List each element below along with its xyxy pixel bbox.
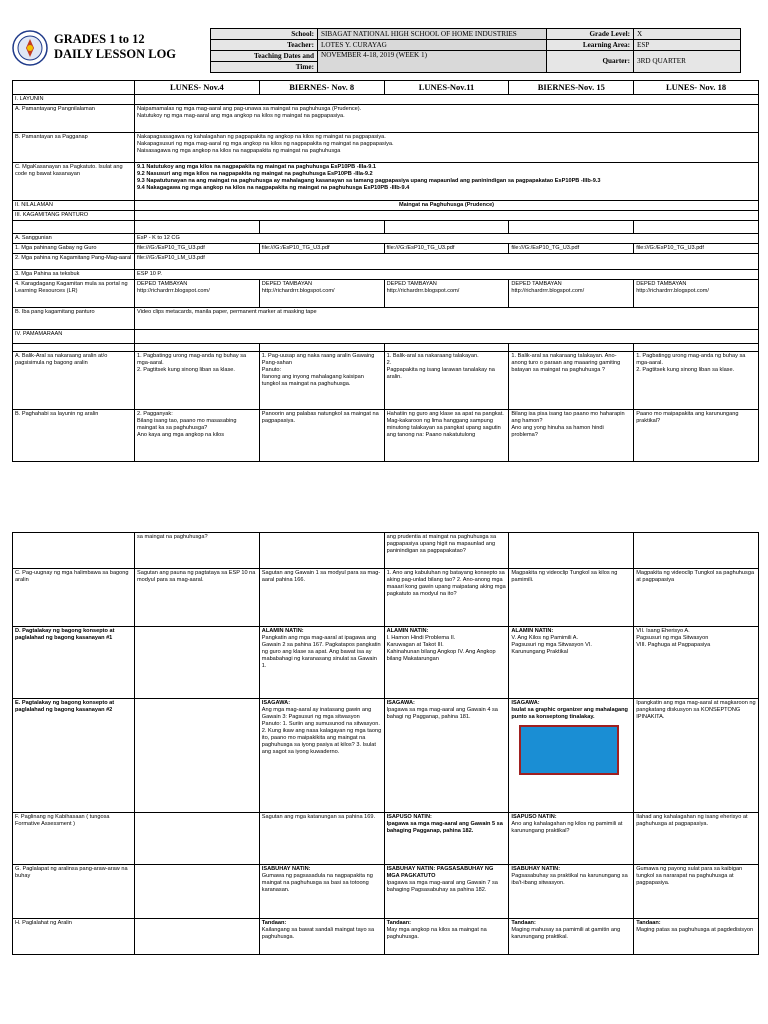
lr-title: DEPED TAMBAYAN <box>636 281 687 287</box>
pag-uugnay-cell: 1. Ano ang kabuluhan ng batayang konsepto sa aking pag-unlad bilang tao? 2. Ano-anong mga maaari kong gawin upang maipatang aking mga pagkatuto sa modyul na ito? <box>384 569 509 627</box>
cell-heading: ALAMIN NATIN: <box>261 628 304 634</box>
row-label: 4. Karagdagang Kagamitan mula sa portal ng Learning Resources (LR) <box>13 280 135 308</box>
row-label: A. Balik-Aral sa nakaraang aralin at/o pagsisimula ng bagong aralin <box>13 352 135 410</box>
paglalahat-cell <box>384 919 509 955</box>
cell-text: Ipagawa sa mga mag-aaral ang Gawain 7 sa bahaging Pagsasabuhay sa pahina 182. <box>386 880 498 893</box>
paglalahat-cell <box>509 919 634 955</box>
teksbuk-text: ESP 10 P. <box>135 270 759 280</box>
empty-cell <box>135 919 260 955</box>
cell-heading: ISABUHAY NATIN: <box>261 866 311 872</box>
cell-text: Sagutan ang mga katanungan sa pahina 169. <box>261 814 376 820</box>
paghahabi-cell: Bilang isa pisa isang tao paano mo haharapin ang hamon? Ano ang yong hinuha sa hamon hindi problema? <box>509 410 634 462</box>
lesson-log-table <box>12 80 759 462</box>
lr-url: http://richardrrr.blogspot.com/ <box>636 288 709 294</box>
empty-cell <box>13 221 135 234</box>
cell-text: Pagsasabuhay sa praktikal na karunungang sa iba't-ibang sitwasyon. <box>511 873 628 886</box>
quarter-value: 3RD QUARTER <box>634 51 741 73</box>
sanggunian-text: EsP - K to 12 CG <box>135 234 759 244</box>
row-label: C. Pag-uugnay ng mga halimbawa sa bagong aralin <box>13 569 135 627</box>
paghahabi-cell: Hahatiin ng guro ang klase sa apat na pangkat. Mag-kakaroon ng lima hanggang sampung minutong talakayan sa pangkat upang sagutin ang tanong na: Paano nakatutulong <box>384 410 509 462</box>
empty-cell <box>135 211 759 221</box>
balik-aral-cell: 1. Pagbatingg urong mag-anda ng buhay sa mga-aaral. 2. Pagtitsek kung sinong liban sa klase. <box>634 352 759 410</box>
balik-aral-cell: 1. Balik-aral sa nakaraang talakayan. Ano-anong turo o paraan ang maaaring gamiting batayan sa maingat na paghuhusga ? <box>509 352 634 410</box>
dates-value: NOVEMBER 4-18, 2019 (WEEK 1) <box>318 51 547 73</box>
row-label: C. MgaKasanayan sa Pagkatuto. Isulat ang code ng bawat kasanayan <box>13 163 135 201</box>
lr-title: DEPED TAMBAYAN <box>511 281 562 287</box>
cell-text: May mga angkop na kilos sa maingat na paghuhusga. <box>386 927 487 940</box>
cell-heading: ISAGAWA: <box>511 700 540 706</box>
pag-uugnay-cell: Sagutan ang pauna ng pagtataya sa ESP 10 na modyul para sa mag-aaral. <box>135 569 260 627</box>
paghahabi-cell: 2. Pagganyak: Bilang isang tao, paano mo masasabing maingat ka sa paghuhusga? Ano kaya ang mga angkop na kilos <box>135 410 260 462</box>
talakay2-cell <box>509 699 634 813</box>
talakay2-cell <box>634 699 759 813</box>
empty-cell <box>135 627 260 699</box>
empty-cell <box>135 699 260 813</box>
time-label: Time: <box>211 62 318 73</box>
cell-text: Isulat sa graphic organizer ang mahalagang punto sa konseptong tinalakay. <box>511 707 628 720</box>
cell-heading: ISAGAWA: <box>261 700 291 706</box>
area-value: ESP <box>634 40 741 51</box>
lr-url: http://richardrrr.blogspot.com/ <box>137 288 210 294</box>
lr-cell <box>135 280 260 308</box>
cell-text: Ilahad ang kahalagahan ng isang eherisyo at paghuhusga at pagpapasiya. <box>636 814 748 827</box>
section-nilalaman: II. NILALAMAN <box>13 201 135 211</box>
pamantayang-pangnilalaman: Naipamamalas ng mga mag-aaral ang pag-unawa sa maingat na paghuhusga (Prudence). Natutukoy ng mga mag-aaral ang mga angkop na kilos ng maingat na pagpapasiya. <box>135 105 759 133</box>
cell-text: Kailangang sa bawat sandali maingat tayo sa paghuhusga. <box>261 927 375 940</box>
balik-aral-cell: 1. Balik-aral sa nakaraang talakayan. 2. Pagpapakita ng isang larawan tanalakay na aralin. <box>384 352 509 410</box>
iba-text: Video clips metacards, manila paper, permanent marker at masking tape <box>135 308 759 330</box>
row-label: D. Pagtalakay ng bagong konsepto at paglalahad ng bagong kasanayan #1 <box>13 627 135 699</box>
empty-cell <box>509 344 634 352</box>
grade-label: Grade Level: <box>547 29 634 40</box>
cell-heading: ALAMIN NATIN: <box>511 628 554 634</box>
lr-cell <box>509 280 634 308</box>
tg-file-link: file:///G:/EsP10_TG_U3.pdf <box>135 244 260 254</box>
paghahabi-cell: Panoorin ang palabas natungkol sa maingat na pagpapasiya. <box>259 410 384 462</box>
lr-cell <box>634 280 759 308</box>
row-label: B. Pamantayan sa Pagganap <box>13 133 135 163</box>
page-gap <box>0 500 768 528</box>
school-value: SIBAGAT NATIONAL HIGH SCHOOL OF HOME INDUSTRIES <box>318 29 547 40</box>
row-label: B. Iba pang kagamitang panturo <box>13 308 135 330</box>
lr-cell <box>384 280 509 308</box>
empty-cell <box>509 221 634 234</box>
document-page-1 <box>0 0 768 500</box>
continued-cell <box>509 533 634 569</box>
empty-cell <box>259 221 384 234</box>
lr-url: http://richardrrr.blogspot.com/ <box>261 288 335 294</box>
section-layunin: I. LAYUNIN <box>13 95 135 105</box>
talakay1-cell <box>384 627 509 699</box>
talakay1-cell <box>259 627 384 699</box>
paglalahat-cell <box>259 919 384 955</box>
continued-cell <box>634 533 759 569</box>
kabihasaan-cell <box>384 813 509 865</box>
lr-title: DEPED TAMBAYAN <box>261 281 313 287</box>
dates-label: Teaching Dates and <box>211 51 318 62</box>
cell-text: Ipagawa sa mga mag-aaral ang Gawain 4 sa bahagi ng Pagganap, pahina 181. <box>386 707 498 720</box>
day-header: LUNES- Nov. 18 <box>634 81 759 95</box>
cell-heading: ISAGAWA: <box>386 700 415 706</box>
lm-file-link: file:///G:/EsP10_LM_U3.pdf <box>135 254 759 270</box>
day-header: BIERNES- Nov. 8 <box>259 81 384 95</box>
corner-cell <box>13 81 135 95</box>
nilalaman-text: Maingat na Paghuhusga (Prudence) <box>135 201 759 211</box>
day-header: BIERNES-Nov. 15 <box>509 81 634 95</box>
cell-text: Ipangkatin ang mga mag-aaral at magkaroon ng pangkatang diskusyon sa KONSEPTONG IPINAKITA. <box>636 700 756 720</box>
balik-aral-cell: 1. Pagbatingg urong mag-anda ng buhay sa mga-aaral. 2. Pagtitsek kung sinong liban sa klase. <box>135 352 260 410</box>
lr-url: http://richardrrr.blogspot.com/ <box>511 288 585 294</box>
cell-text: Maging mahusay sa pamimili at gamitin ang karunungang praktikal. <box>511 927 621 940</box>
row-label: B. Paghahabi sa layunin ng aralin <box>13 410 135 462</box>
empty-cell <box>13 344 135 352</box>
empty-cell <box>13 533 135 569</box>
lesson-log-table-continued <box>12 532 759 955</box>
row-label: F. Paglinang ng Kabihasaan ( tungosa Formative Assessment ) <box>13 813 135 865</box>
graphic-organizer-image <box>519 725 619 775</box>
pamantayan-sa-pagganap: Nakapagsasagawa ng kahalagahan ng pagpapakita ng angkop na kilos ng maingat na pagpapasiya. Nakapagsusuri ng mga mag-aaral ng mga angkop na kilos ng nagpapakita ng maingat na pagpapasiya. Naisasagawa ng mga angkop na kilos na nagpapakita ng maingat na paghuhusga <box>135 133 759 163</box>
tg-file-link: file:///G:/EsP10_TG_U3.pdf <box>634 244 759 254</box>
day-header: LUNES- Nov.4 <box>135 81 260 95</box>
header <box>12 28 758 72</box>
kabihasaan-cell <box>634 813 759 865</box>
continued-cell <box>259 533 384 569</box>
area-label: Learning Area: <box>547 40 634 51</box>
title-line-2: DAILY LESSON LOG <box>54 47 177 61</box>
lr-cell <box>259 280 384 308</box>
lr-title: DEPED TAMBAYAN <box>386 281 437 287</box>
cell-heading: Tandaan: <box>636 920 661 926</box>
cell-text: V. Ang Kilos ng Pamimili A. Pagsusuri ng mga Sitwasyon VI. Karunungang Praktikal <box>511 635 592 655</box>
row-label: G. Paglalapat ng aralinsa pang-araw-araw na buhay <box>13 865 135 919</box>
empty-cell <box>135 221 260 234</box>
paglalapat-cell <box>509 865 634 919</box>
day-header: LUNES-Nov.11 <box>384 81 509 95</box>
section-kagamitan: III. KAGAMITANG PANTURO <box>13 211 135 221</box>
cell-heading: ISABUHAY NATIN: PAGSASABUHAY NG MGA PAGKATUTO <box>386 866 494 879</box>
cell-text: Gumawa ng pagsasadula na nagpapakita ng maingat na paghuhusga sa basi sa totoong karanasan. <box>261 873 373 893</box>
row-label: 3. Mga Pahina sa teksbuk <box>13 270 135 280</box>
kabihasaan-cell <box>509 813 634 865</box>
cell-heading: ISAPUSO NATIN: <box>511 814 557 820</box>
pag-uugnay-cell: Magpakita ng videoclip Tungkol sa paghuhusga at pagpapasiya <box>634 569 759 627</box>
pag-uugnay-cell: Sagutan ang Gawain 1 sa modyul para sa mag-aaral pahina 166. <box>259 569 384 627</box>
row-label: H. Paglalahat ng Aralin <box>13 919 135 955</box>
row-label: A. Sanggunian <box>13 234 135 244</box>
section-pamamaraan: IV. PAMAMARAAN <box>13 330 135 344</box>
tg-file-link: file:///G:/EsP10_TG_U3.pdf <box>384 244 509 254</box>
empty-cell <box>634 344 759 352</box>
info-table <box>210 28 741 73</box>
empty-cell <box>135 330 759 344</box>
teacher-value: LOTES Y. CURAYAG <box>318 40 547 51</box>
row-label: 2. Mga pahina ng Kagamitang Pang-Mag-aaral <box>13 254 135 270</box>
quarter-label: Quarter: <box>547 51 634 73</box>
cell-heading: ISAPUSO NATIN: <box>386 814 432 820</box>
row-label: E. Pagtalakay ng bagong konsepto at paglalahad ng bagong kasanayan #2 <box>13 699 135 813</box>
talakay2-cell <box>384 699 509 813</box>
deped-seal-icon <box>12 30 48 66</box>
lr-url: http://richardrrr.blogspot.com/ <box>386 288 460 294</box>
lr-title: DEPED TAMBAYAN <box>137 281 188 287</box>
talakay2-cell <box>259 699 384 813</box>
tg-file-link: file:///G:/EsP10_TG_U3.pdf <box>509 244 634 254</box>
continued-cell: ang prudentia at maingat na paghuhusga sa pagpapasiya upang higit na mapaunlad ang paninindigan sa pagpapakatao? <box>384 533 509 569</box>
row-label: A. Pamantayang Pangnilalaman <box>13 105 135 133</box>
cell-text: I. Hamon Hindi Problema II. Karuwagan at Takot III. Kahinahunan bilang Angkop IV. Ang Angkop bilang Makatarungan <box>386 635 496 662</box>
kabihasaan-cell <box>259 813 384 865</box>
cell-text: Ang mga mag-aaral ay inatasang gawin ang Gawain 3: Pagsusuri ng mga sitwasyon Panuto: 1. Suriin ang sumusunod na sitwasyon. 2. Kung ikaw ang nasa kalagayan ng mga taong ito, paano mo maipakikita ang maingat na paghuhusga sa iyong pasiya at kilos? 3. Isulat ang sagot sa iyong kuwaderno. <box>261 707 382 755</box>
document-page-2 <box>0 528 768 1024</box>
cell-heading: ISABUHAY NATIN: <box>511 866 561 872</box>
grade-value: X <box>634 29 741 40</box>
cell-heading: Tandaan: <box>261 920 287 926</box>
empty-cell <box>135 813 260 865</box>
cell-heading: Tandaan: <box>511 920 536 926</box>
cell-text: Ipagawa sa mga mag-aaral ang Gawain 5 sa bahaging Pagganap, pahina 182. <box>386 821 503 834</box>
cell-text: Pangkatin ang mga mag-aaral at ipagawa ang Gawain 2 sa pahina 167. Pagkatapos pangkatin ng guro ang klase sa apat. Ang bawat isa ay mababahagi ng karanasang sinulat sa Gawain 1. <box>261 635 381 669</box>
paglalapat-cell <box>259 865 384 919</box>
empty-cell <box>384 221 509 234</box>
cell-text: Ano ang kahalagahan ng kilos ng pamimili at karunungang praktikal? <box>511 821 623 834</box>
empty-cell <box>135 95 759 105</box>
empty-cell <box>384 344 509 352</box>
paglalapat-cell <box>634 865 759 919</box>
paghahabi-cell: Paano mo maipapakita ang karunungang praktikal? <box>634 410 759 462</box>
teacher-label: Teacher: <box>211 40 318 51</box>
school-label: School: <box>211 29 318 40</box>
row-label: 1. Mga pahinang Gabay ng Guro <box>13 244 135 254</box>
paglalahat-cell <box>634 919 759 955</box>
balik-aral-cell: 1. Pag-uusap ang naka raang aralin Gawaing Pang-sahan Panuto: Itanong ang inyong mahalagang kaisipan tungkol sa maingat na paghuhusga. <box>259 352 384 410</box>
empty-cell <box>135 865 260 919</box>
empty-cell <box>634 221 759 234</box>
empty-cell <box>135 344 260 352</box>
pag-uugnay-cell: Magpakita ng videoclip Tungkol sa kilos ng pamimili. <box>509 569 634 627</box>
talakay1-cell <box>634 627 759 699</box>
cell-text: Maging patas sa paghuhusga at pagdedisisyon <box>636 927 754 933</box>
cell-text: Gumawa ng payong sulat para sa kaibigan tungkol sa nararapat na paghuhusga at pagpapasiya. <box>636 866 743 886</box>
mga-kasanayan: 9.1 Natutukoy ang mga kilos na nagpapakita ng maingat na paghuhusga EsP10PB -IIIa-9.1 9.2 Nasusuri ang mga kilos na nagpapakita ng maingat na paghuhusga EsP10PB -IIIa-9.2 9.3 Napatutunayan na ang maingat na paghuhusga ay mahalagang kasanayan sa tamang pagpapasiya upang mapaunlad ang paninindigan sa pagpapakatao EsP10PB -IIIb-9.3 9.4 Nakagagawa ng mga angkop na kilos na nagpapakita ng maingat na paghuhusga EsP10PB -IIIb-9.4 <box>135 163 759 201</box>
cell-heading: Tandaan: <box>386 920 412 926</box>
cell-heading: ALAMIN NATIN: <box>386 628 429 634</box>
paglalapat-cell <box>384 865 509 919</box>
talakay1-cell <box>509 627 634 699</box>
continued-cell: sa maingat na paghuhusga? <box>135 533 260 569</box>
empty-cell <box>259 344 384 352</box>
title-line-1: GRADES 1 to 12 <box>54 32 145 46</box>
cell-text: VII. Isang Eherisyo A. Pagsusuri ng mga Sitwasyon VIII. Paghuga at Pagpapasiya <box>636 628 711 648</box>
tg-file-link: file:///G:/EsP10_TG_U3.pdf <box>259 244 384 254</box>
